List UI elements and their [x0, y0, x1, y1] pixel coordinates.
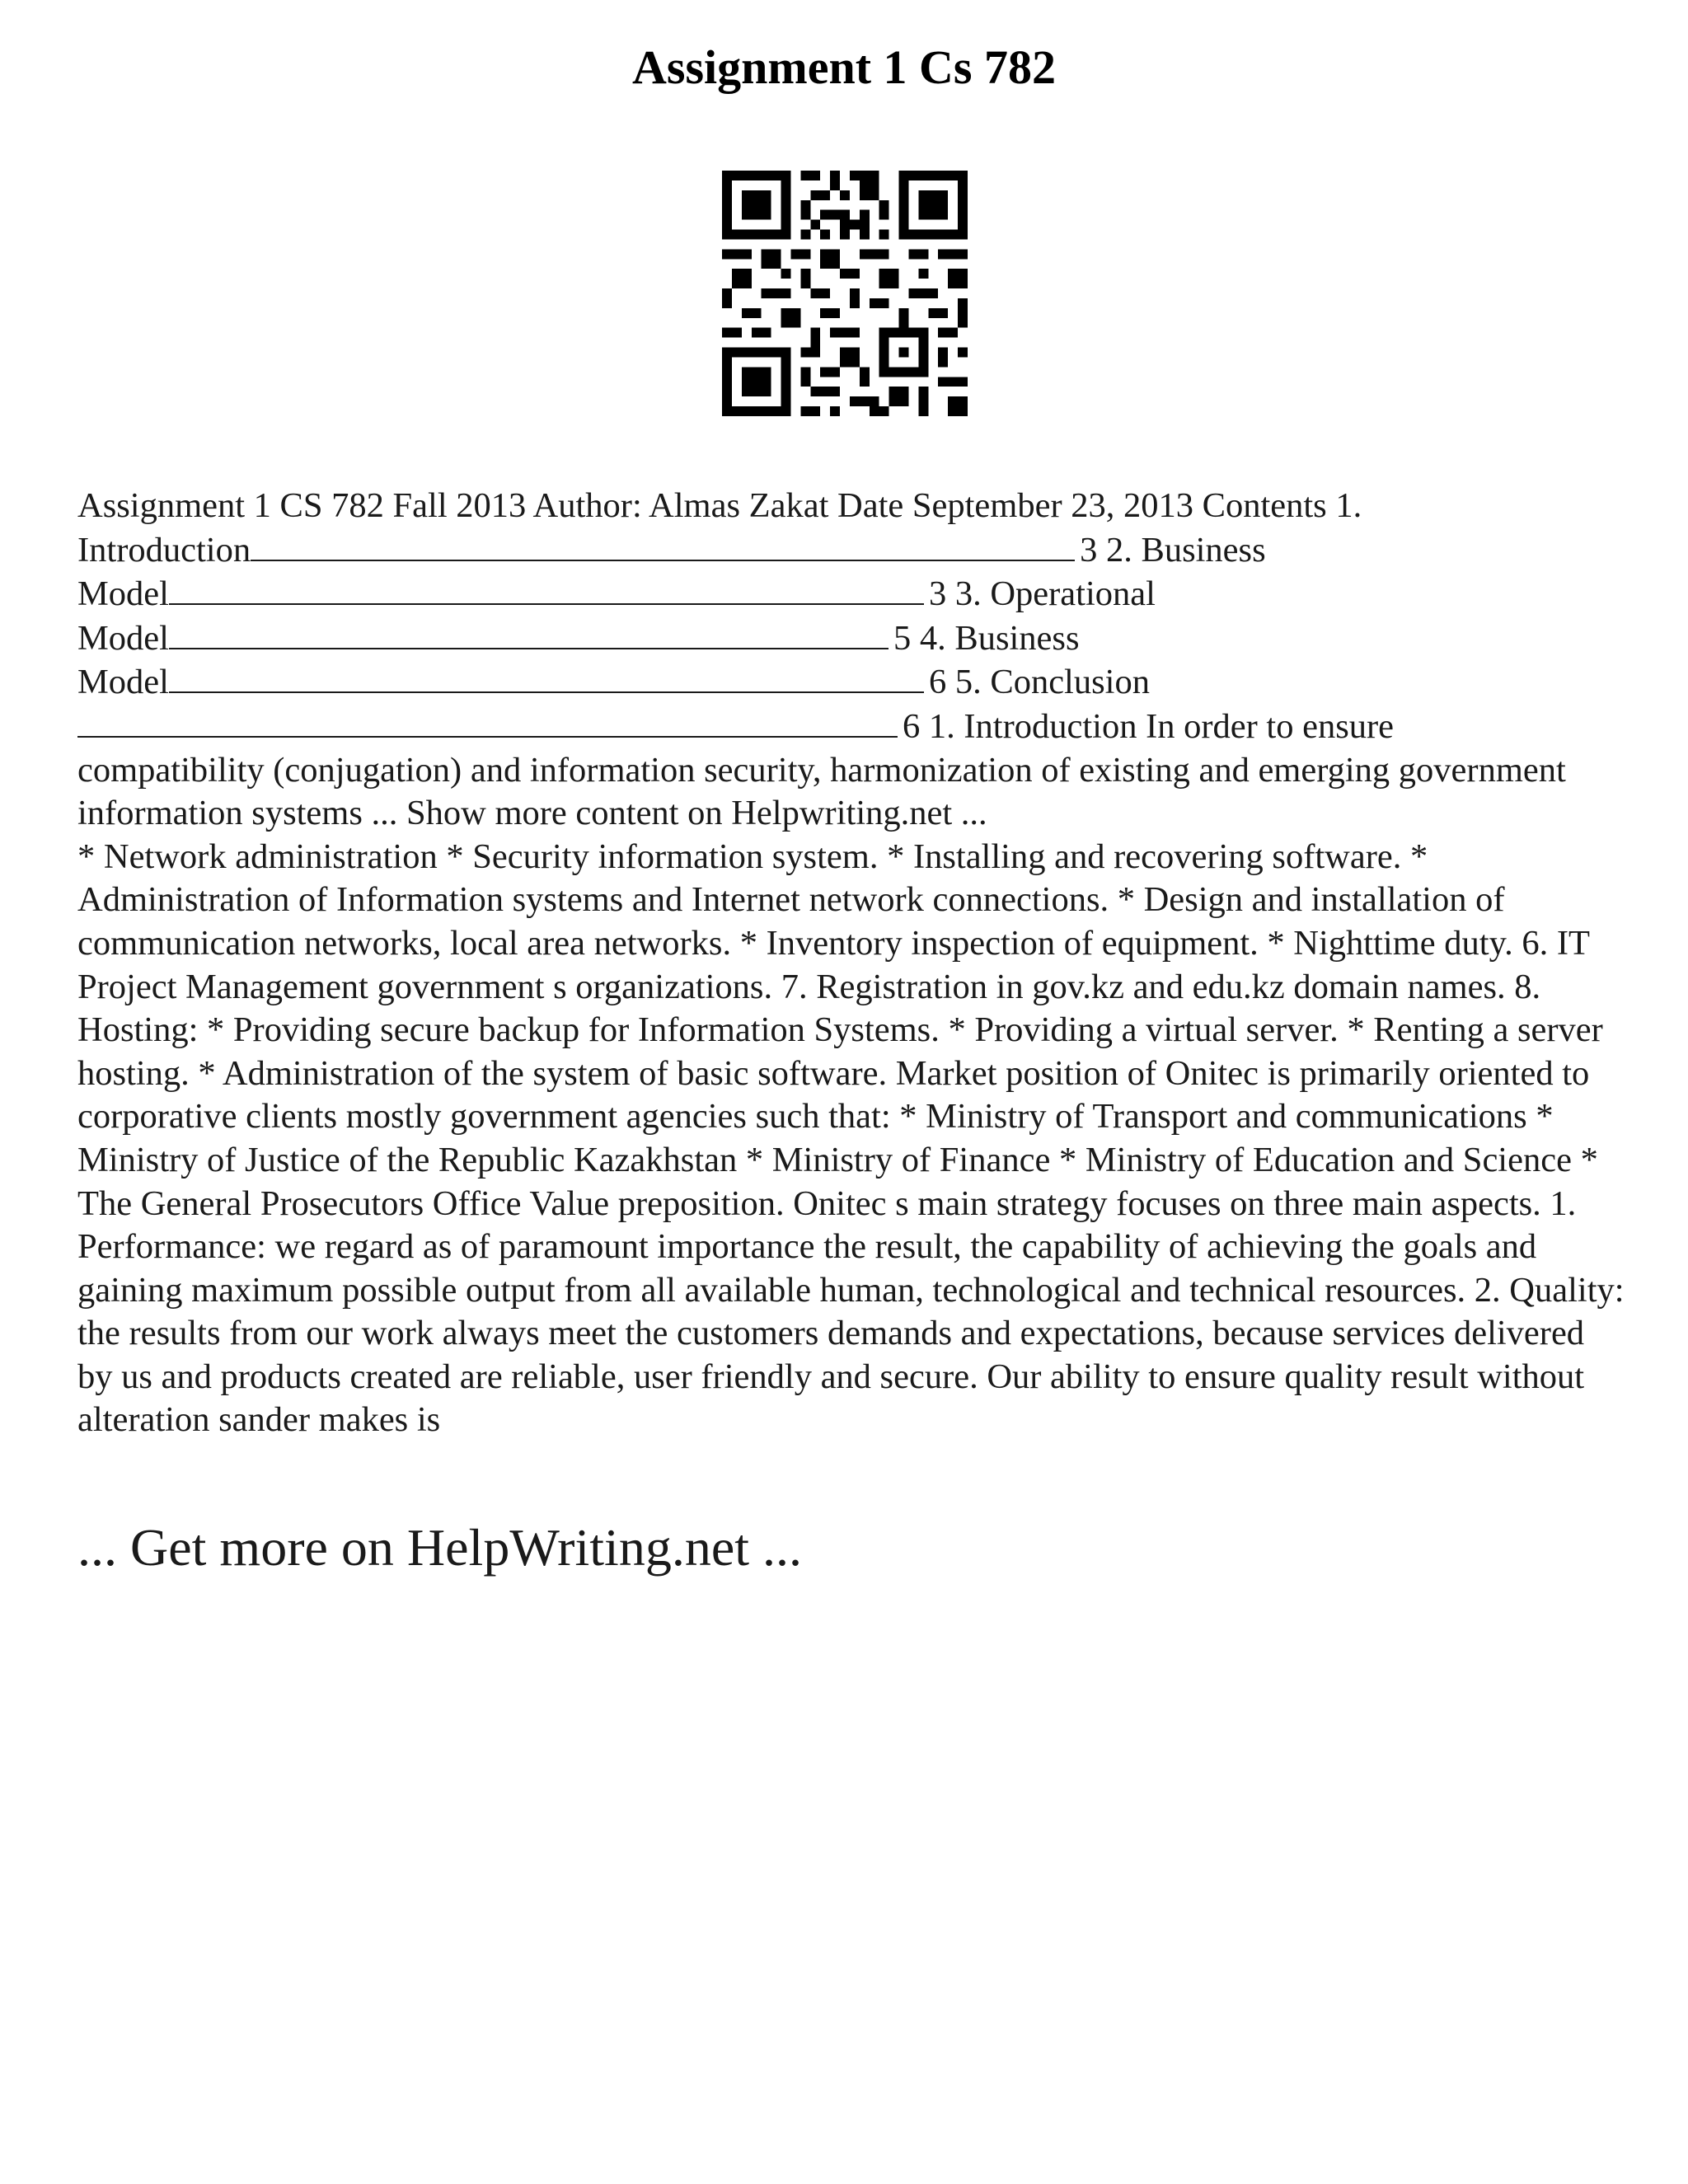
toc-entry-page: 6 5. Conclusion [928, 663, 1150, 702]
body-paragraph: compatibility (conjugation) and information security, harmonization of existing and emerging government information systems ... Show more content on Helpwriting.net ... [77, 750, 1566, 833]
qr-code-icon[interactable] [722, 171, 968, 416]
toc-entry-label: Model [77, 663, 169, 702]
body-paragraph: * Network administration * Security information system. * Installing and recovering software. * Administration of Information systems and Internet network connections. * Design and installation of communication networks, local area networks. * Inventory inspection of equipment. * Nighttime duty. 6. IT Project Management government s organizations. 7. Registration in gov.kz and edu.kz domain names. 8. Hosting: * Providing secure backup for Information Systems. * Providing a virtual server. * Renting a server hosting. * Administration of the system of basic software. Market position of Onitec is primarily oriented to corporative clients mostly government agencies such that: * Ministry of Transport and communications * Ministry of Justice of the Republic Kazakhstan * Ministry of Finance * Ministry of Education and Science * The General Prosecutors Office Value preposition. Onitec s main strategy focuses on three main aspects. 1. Performance: we regard as of paramount importance the result, the capability of achieving the goals and gaining maximum possible output from all available human, technological and technical resources. 2. Quality: the results from our work always meet the customers demands and expectations, because services delivered by us and products created are reliable, user friendly and secure. Our ability to ensure quality result without alteration sander makes is [77, 837, 1625, 1440]
toc-heading: Assignment 1 CS 782 Fall 2013 Author: Almas Zakat Date September 23, 2013 Contents 1. [77, 486, 1362, 525]
document-title: Assignment 1 Cs 782 [632, 40, 1056, 94]
toc-leader-line [77, 705, 898, 738]
toc-entry-page: 3 3. Operational [928, 574, 1156, 614]
toc-leader-line [169, 572, 924, 605]
toc-entry-page: 6 1. Introduction In order to ensure [903, 706, 1395, 746]
toc-entry-label: Introduction [77, 530, 251, 569]
document-body [77, 485, 1627, 1442]
toc-entry-page: 5 4. Business [893, 618, 1080, 658]
get-more-link[interactable]: ... Get more on HelpWriting.net ... [77, 1518, 802, 1577]
toc-entry-label: Model [77, 618, 169, 658]
toc-leader-line [169, 660, 924, 693]
toc-entry-label: Model [77, 574, 169, 614]
toc-entry-page: 3 2. Business [1080, 530, 1266, 569]
toc-leader-line [169, 616, 889, 649]
toc-leader-line [251, 528, 1075, 561]
